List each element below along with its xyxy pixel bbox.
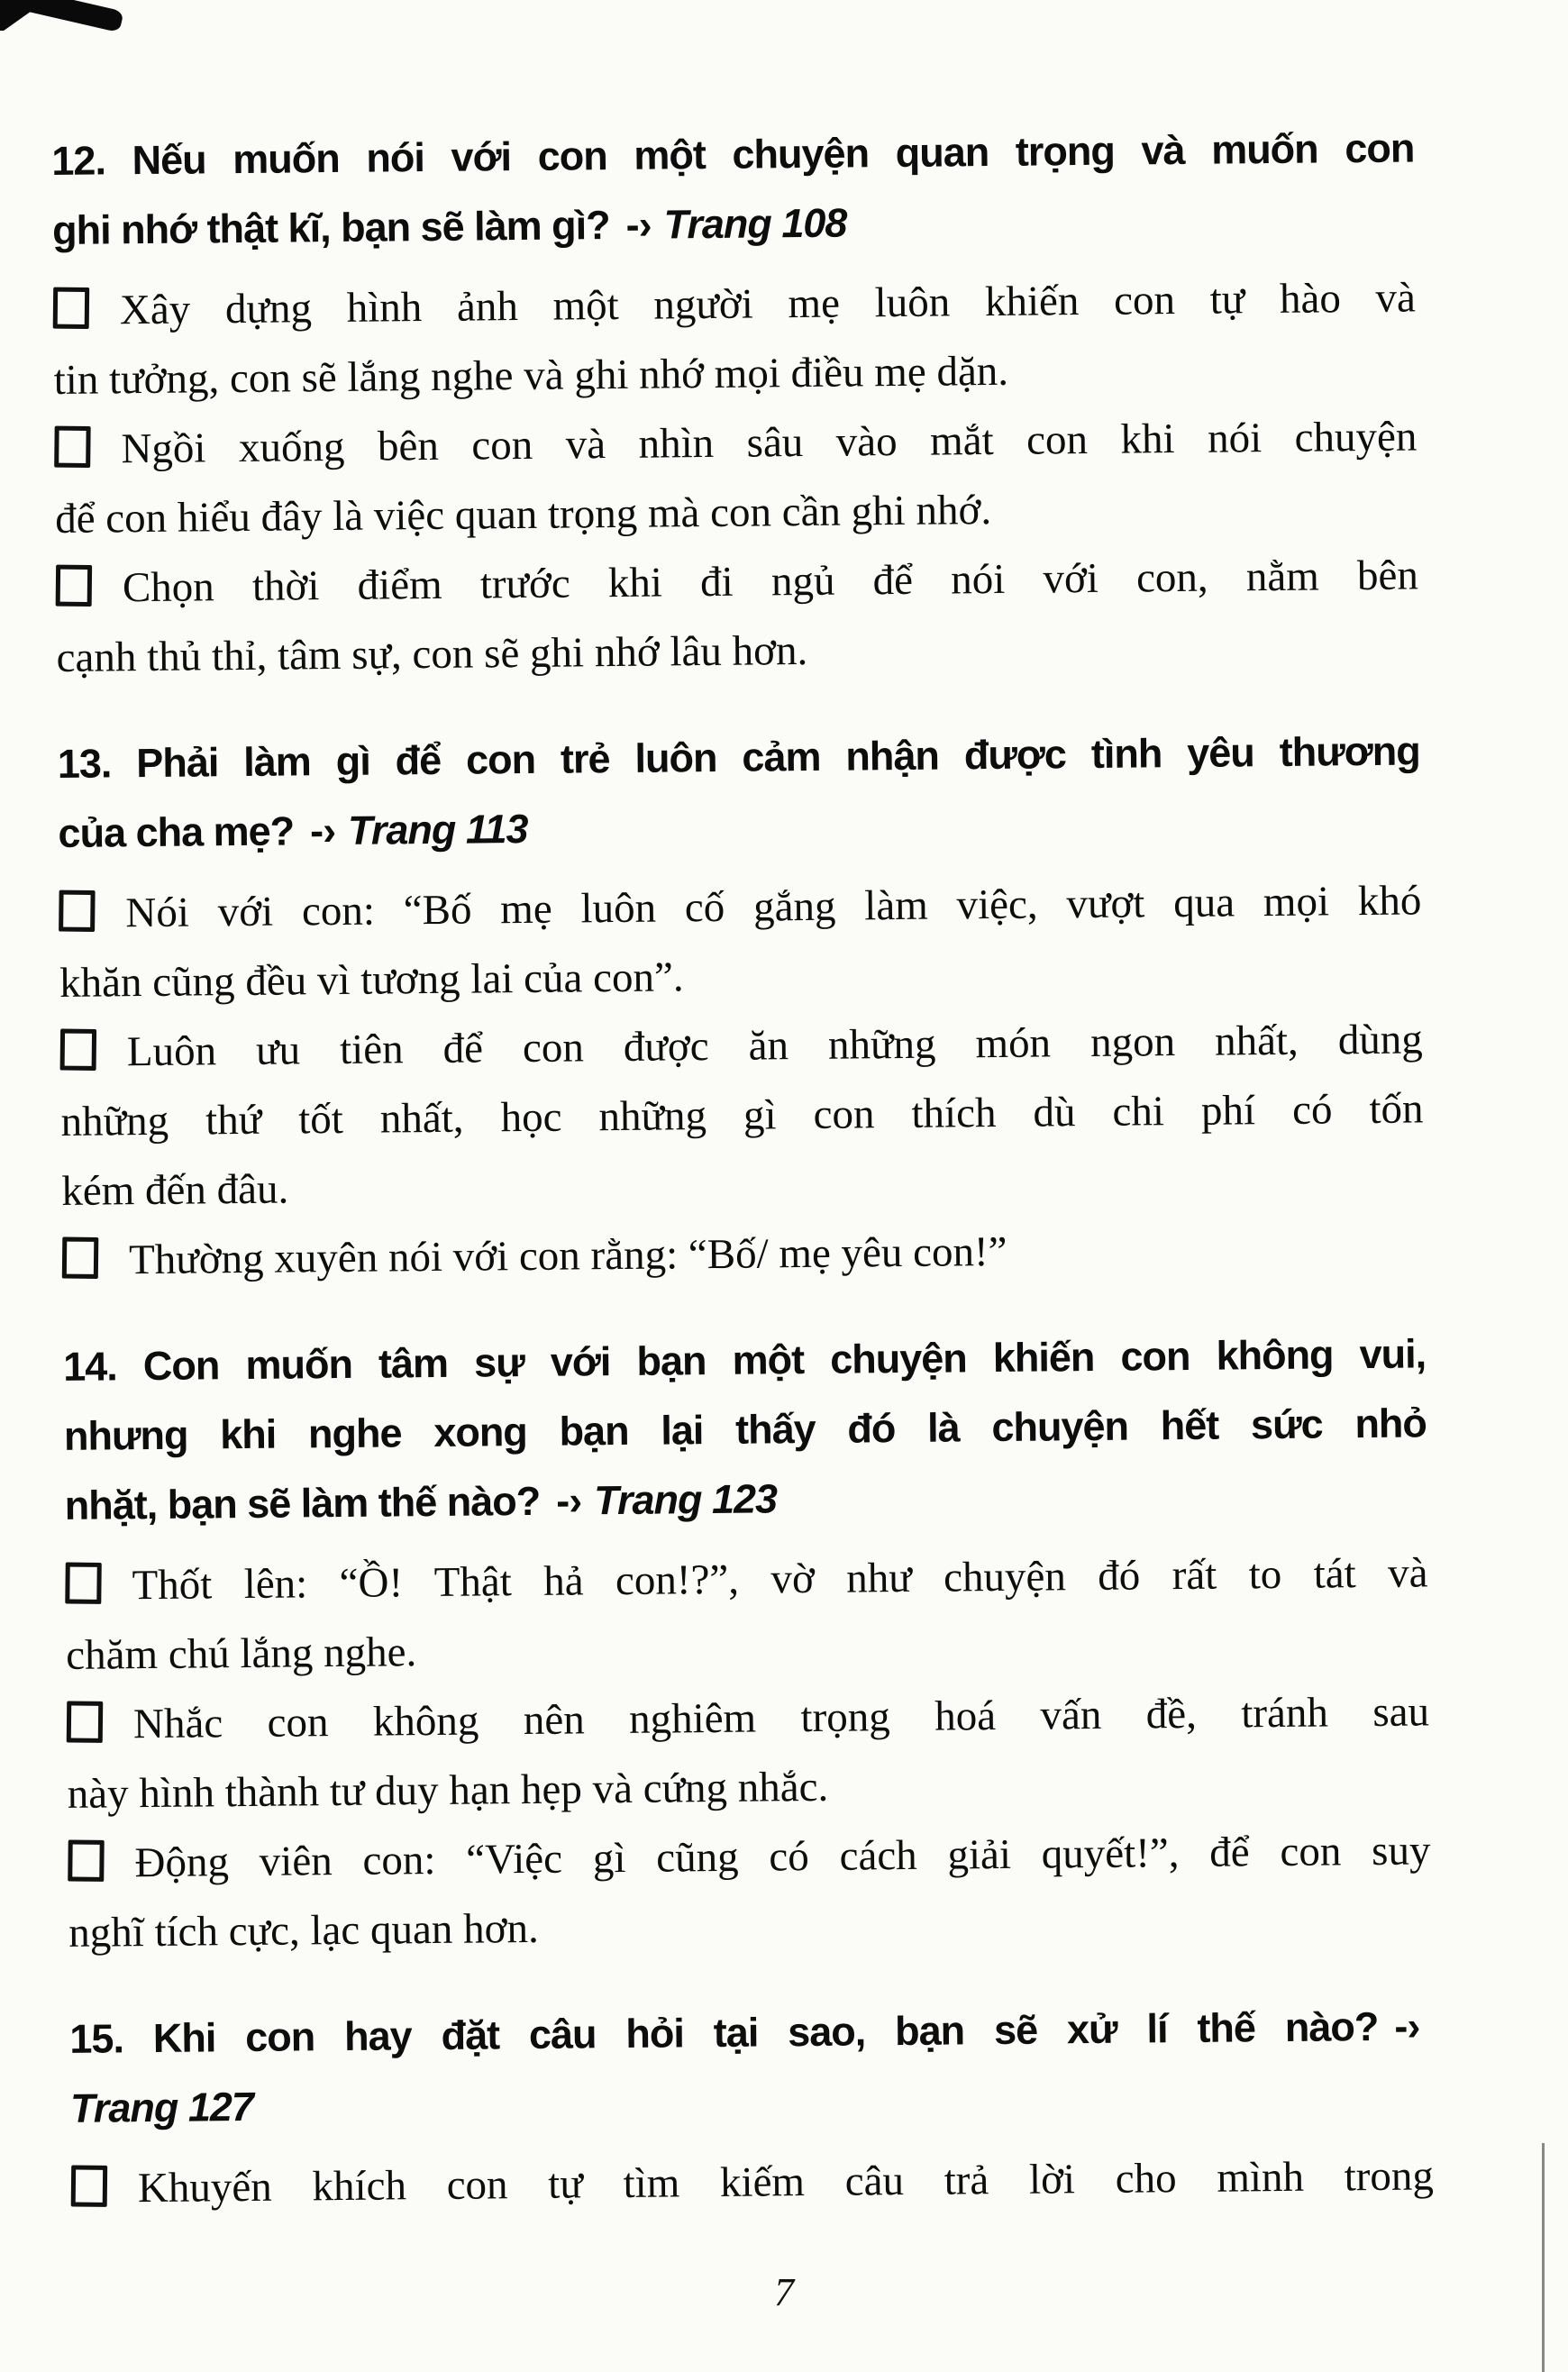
option-text: kém đến đâu. [61,1165,289,1215]
option-text: tin tưởng, con sẽ lắng nghe và ghi nhớ mọi điều mẹ dặn. [53,347,1009,404]
text-line [69,1991,1433,2074]
option-text: Luôn ưu tiên để con được ăn những món ngon nhất, dùng [126,1016,1424,1076]
arrow-icon: -› [625,201,652,248]
question-heading-15 [69,1991,1433,2143]
text-line [58,785,1421,868]
checkbox [68,1839,105,1881]
text-line [67,1677,1430,1760]
text-line [68,1816,1431,1899]
option-text: Xây dựng hình ảnh một người mẹ luôn khiến con tự hào và [119,274,1417,334]
heading-text: 14. Con muốn tâm sự với bạn một chuyện khiến con không vui, [62,1330,1427,1390]
checkbox [54,426,91,468]
option-text: để con hiểu đây là việc quan trọng mà con cần ghi nhớ. [54,487,992,543]
option-text: Ngồi xuống bên con và nhìn sâu vào mắt con khi nói chuyện [121,413,1418,473]
text-line [56,610,1419,693]
text-line [65,1538,1428,1621]
text-line [52,182,1416,265]
option-text: Chọn thời điểm trước khi đi ngủ để nói với con, nằm bên [122,552,1419,612]
option-item [56,541,1419,693]
text-line [70,2060,1434,2143]
option-text: những thứ tốt nhất, học những gì con thích dù chi phí có tốn [60,1085,1424,1145]
text-line [56,541,1419,624]
option-text: Thường xuyên nói với con rằng: “Bố/ mẹ yêu con!” [128,1227,1007,1284]
text-line [57,716,1420,798]
heading-text: nhưng khi nghe xong bạn lại thấy đó là chuyện hết sức nhỏ [63,1400,1427,1459]
checkbox [65,1563,102,1604]
option-text: Khuyến khích con tự tìm kiếm câu trả lời cho mình trong [137,2152,1435,2212]
text-line [59,866,1422,949]
text-line [63,1318,1427,1401]
arrow-icon: -› [309,807,336,854]
checkbox [67,1701,104,1743]
option-item [54,402,1418,554]
checkbox [56,565,93,607]
checkbox [62,1237,99,1279]
heading-text: 15. Khi con hay đặt câu hỏi tại sao, bạn sẽ xử lí thế nào? [69,2003,1379,2062]
heading-text: 12. Nếu muốn nói với con một chuyện quan trọng và muốn con [51,124,1415,184]
option-text: khăn cũng đều vì tương lai của con”. [59,953,684,1007]
text-line [60,1005,1424,1088]
option-text: nghĩ tích cực, lạc quan hơn. [68,1904,539,1957]
option-text: này hình thành tư duy hạn hẹp và cứng nhắc. [67,1763,829,1818]
text-line [60,1074,1424,1157]
option-item [60,1005,1425,1227]
arrow-icon: -› [556,1477,582,1524]
text-line [68,1885,1432,1968]
scan-artifact-line [1542,2143,1545,2372]
checkbox [71,2165,108,2206]
text-line [67,1747,1430,1829]
option-item [68,1816,1431,1968]
option-text: Thốt lên: “Ồ! Thật hả con!?”, vờ như chuyện đó rất to tát và [132,1549,1428,1610]
option-text: Nói với con: “Bố mẹ luôn cố gắng làm việc, vượt qua mọi khó [125,877,1422,937]
page-reference: Trang 127 [69,2083,254,2131]
page-reference: Trang 108 [663,199,847,248]
option-text: cạnh thủ thỉ, tâm sự, con sẽ ghi nhớ lâu hơn. [56,626,808,681]
ink-smudge-corner [0,0,47,31]
text-line [51,113,1415,196]
page-number: 7 [774,2270,794,2314]
option-item [71,2141,1435,2224]
question-heading-14 [63,1318,1427,1540]
text-line [53,333,1417,415]
text-line [55,471,1418,554]
text-line [71,2141,1435,2224]
page-content [51,113,1434,2223]
option-text: chăm chú lắng nghe. [66,1628,417,1679]
option-item [65,1538,1428,1691]
arrow-icon: -› [1394,2003,1420,2049]
page-reference: Trang 123 [593,1475,778,1524]
heading-text: của cha mẹ? [58,807,295,856]
checkbox [60,1029,97,1071]
text-line [62,1213,1426,1296]
checkbox [53,287,90,329]
text-line [53,263,1417,346]
text-line [64,1457,1427,1540]
option-item [67,1677,1430,1829]
text-line [54,402,1418,485]
heading-text: 13. Phải làm gì để con trẻ luôn cảm nhận được tình yêu thương [57,727,1420,787]
option-item [62,1213,1426,1296]
page-reference: Trang 113 [347,805,528,853]
heading-text: nhặt, bạn sẽ làm thế nào? [64,1477,541,1528]
text-line [61,1144,1425,1227]
text-line [59,935,1423,1018]
text-line [66,1608,1429,1691]
question-heading-12 [51,113,1415,265]
option-text: Nhắc con không nên nghiêm trọng hoá vấn đề, tránh sau [132,1688,1430,1748]
option-text: Động viên con: “Việc gì cũng có cách giải quyết!”, để con suy [134,1827,1431,1887]
heading-text: ghi nhớ thật kĩ, bạn sẽ làm gì? [51,202,610,253]
text-line [64,1388,1427,1471]
question-heading-13 [57,716,1420,868]
option-item [53,263,1417,415]
checkbox [59,890,96,932]
option-item [59,866,1422,1018]
